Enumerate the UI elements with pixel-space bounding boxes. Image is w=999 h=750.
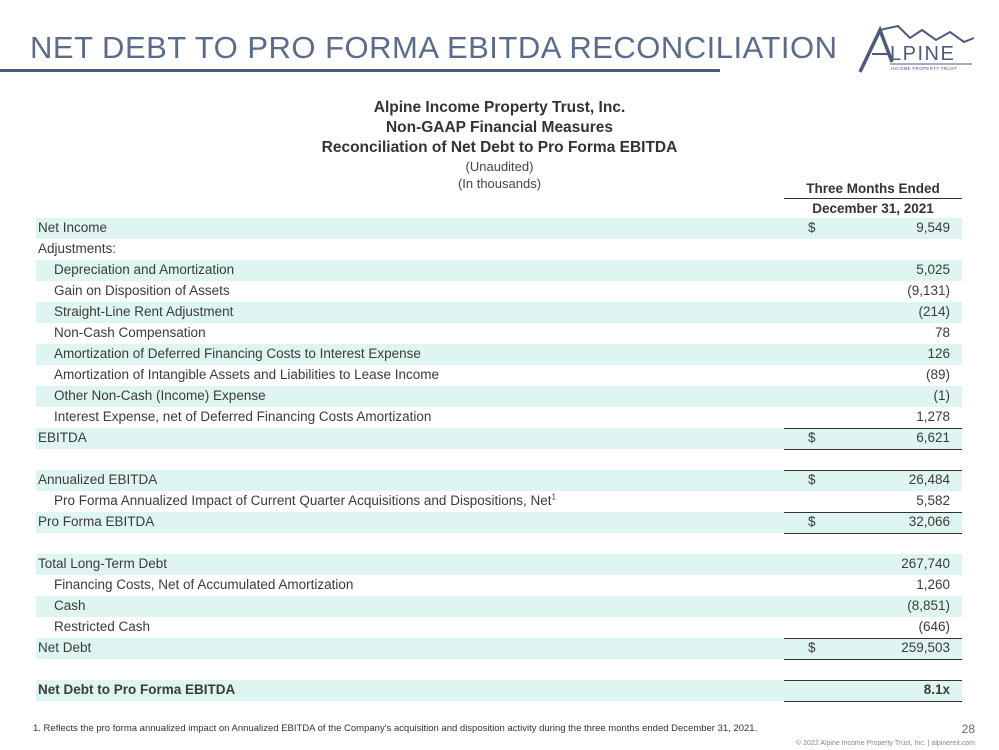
row-value: 5,582: [916, 493, 950, 508]
column-header-period: Three Months Ended: [806, 181, 940, 196]
table-row: [36, 428, 962, 449]
row-label: Interest Expense, net of Deferred Financing Costs Amortization: [54, 409, 432, 424]
row-currency: $: [808, 640, 816, 655]
row-label: Cash: [54, 598, 86, 613]
row-label: Financing Costs, Net of Accumulated Amortization: [54, 577, 354, 592]
row-value: 26,484: [908, 472, 950, 487]
table-row: [36, 491, 962, 512]
subtotal-rule: [784, 638, 962, 639]
row-value: 259,503: [901, 640, 950, 655]
total-rule: [784, 701, 962, 702]
copyright: © 2022 Alpine Income Property Trust, Inc. | alpinereit.com: [796, 740, 975, 747]
row-label: Net Debt to Pro Forma EBITDA: [38, 682, 236, 697]
subtotal-rule: [784, 470, 962, 471]
row-label: Restricted Cash: [54, 619, 151, 634]
row-label: Non-Cash Compensation: [54, 325, 206, 340]
row-label: Annualized EBITDA: [38, 472, 158, 487]
row-label: EBITDA: [38, 430, 87, 445]
row-value: 32,066: [908, 514, 950, 529]
table-row: [36, 617, 962, 638]
table-row: [36, 512, 962, 533]
table-row: [36, 470, 962, 491]
row-value: 5,025: [916, 262, 950, 277]
row-value: 1,278: [916, 409, 950, 424]
reconciliation-title: Reconciliation of Net Debt to Pro Forma EBITDA: [321, 139, 678, 156]
measure-title: Non-GAAP Financial Measures: [385, 119, 614, 136]
table-row: [36, 260, 962, 281]
row-value: (1): [933, 388, 950, 403]
row-label: Net Debt: [38, 640, 92, 655]
title-underline: [0, 69, 720, 72]
row-label: Adjustments:: [38, 241, 117, 256]
table-row: [36, 281, 962, 302]
units-note: (In thousands): [457, 176, 542, 191]
subtotal-rule: [784, 680, 962, 681]
row-label-text: Pro Forma Annualized Impact of Current Quarter Acquisitions and Dispositions, Net: [54, 493, 552, 508]
row-value: (9,131): [907, 283, 950, 298]
column-header-rule: [784, 198, 962, 199]
row-label: Total Long-Term Debt: [38, 556, 168, 571]
row-value: 6,621: [916, 430, 950, 445]
table-row: [36, 386, 962, 407]
row-label: Amortization of Intangible Assets and Liabilities to Lease Income: [54, 367, 439, 382]
table-row: [36, 554, 962, 575]
company-logo: [858, 24, 976, 76]
footnote: 1. Reflects the pro forma annualized impact on Annualized EBITDA of the Company's acquisition and disposition activity during the three months ended December 31, 2021.: [33, 723, 758, 734]
total-rule: [784, 533, 962, 534]
row-value: 267,740: [901, 556, 950, 571]
row-value: 78: [934, 325, 950, 340]
footnote-marker: 1: [551, 492, 556, 502]
row-value: (214): [918, 304, 950, 319]
table-row: [36, 365, 962, 386]
row-label: Gain on Disposition of Assets: [54, 283, 230, 298]
row-currency: $: [808, 472, 816, 487]
row-currency: $: [808, 430, 816, 445]
subtotal-rule: [784, 512, 962, 513]
logo-tagline: INCOME PROPERTY TRUST: [891, 66, 958, 71]
total-rule: [784, 659, 962, 660]
subtotal-rule: [784, 428, 962, 429]
table-row: [36, 323, 962, 344]
row-value: 126: [927, 346, 950, 361]
row-value: (89): [925, 367, 950, 382]
row-label: Amortization of Deferred Financing Costs to Interest Expense: [54, 346, 421, 361]
column-header-date: December 31, 2021: [812, 201, 934, 216]
unaudited-note: (Unaudited): [465, 159, 534, 174]
row-currency: $: [808, 514, 816, 529]
table-row: [36, 638, 962, 659]
row-label: Depreciation and Amortization: [54, 262, 235, 277]
table-row: [36, 407, 962, 428]
table-row: [36, 239, 962, 260]
total-rule: [784, 449, 962, 450]
row-currency: $: [808, 220, 816, 235]
row-label: Straight-Line Rent Adjustment: [54, 304, 234, 319]
table-row: [36, 344, 962, 365]
row-label: [54, 493, 556, 508]
row-label: Other Non-Cash (Income) Expense: [54, 388, 266, 403]
table-row: [36, 596, 962, 617]
row-value: (646): [918, 619, 950, 634]
row-label: Pro Forma EBITDA: [38, 514, 155, 529]
logo-wordmark: LPINE: [890, 43, 956, 65]
slide-title: NET DEBT TO PRO FORMA EBITDA RECONCILIATION: [30, 30, 838, 65]
table-row: [36, 575, 962, 596]
table-row: [36, 680, 962, 701]
row-value: 9,549: [916, 220, 950, 235]
row-value: (8,851): [907, 598, 950, 613]
row-value: 1,260: [916, 577, 950, 592]
page-number: 28: [961, 722, 975, 736]
company-name: Alpine Income Property Trust, Inc.: [373, 99, 626, 116]
table-row: [36, 302, 962, 323]
table-row: [36, 218, 962, 239]
row-value: 8.1x: [923, 682, 950, 697]
row-label: Net Income: [38, 220, 108, 235]
